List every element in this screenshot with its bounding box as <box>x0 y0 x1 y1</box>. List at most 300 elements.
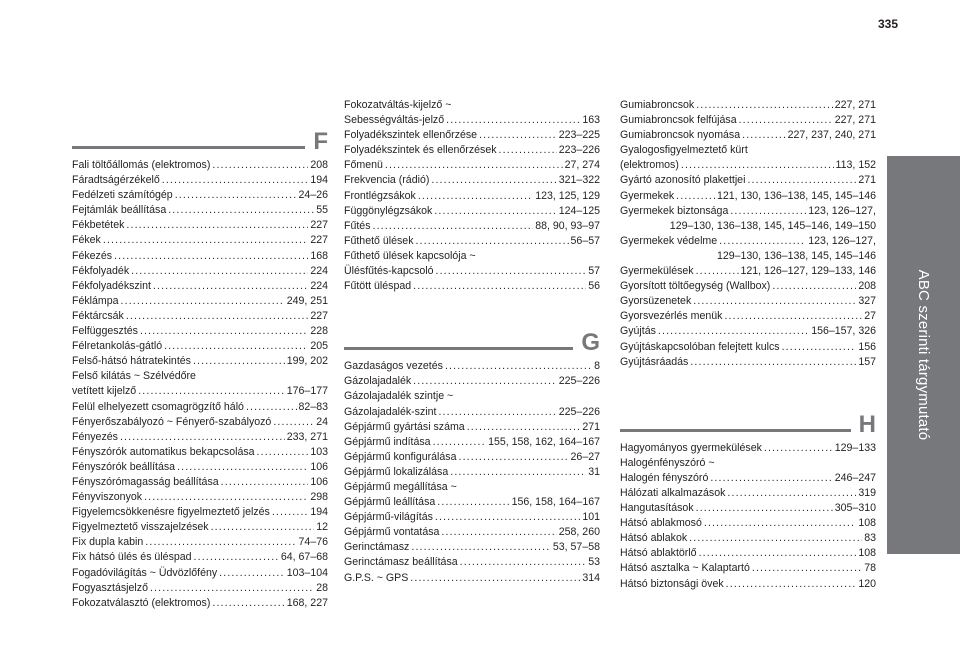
leader-dots <box>772 279 856 294</box>
index-entry-term: Halogén fényszóró <box>620 471 709 484</box>
section-header-h <box>620 409 876 439</box>
index-entry <box>620 561 876 576</box>
index-entry-pages: 121, 126–127, 129–133, 146 <box>740 265 876 278</box>
index-entry <box>620 173 876 188</box>
index-entry <box>344 204 600 219</box>
index-entry-term: Folyadékszintek ellenőrzése <box>344 129 478 142</box>
leader-dots <box>710 471 832 486</box>
index-entry-term: Gépjármű gyártási száma <box>344 420 465 433</box>
index-entry-term: Függönylégzsákok <box>344 204 433 217</box>
index-entry-pages: 56–57 <box>570 234 600 247</box>
index-entry-continuation: 129–130, 136–138, 145, 145–146, 149–150 <box>669 219 876 232</box>
section-header-f <box>72 126 328 156</box>
index-entry-pages: 227 <box>310 234 328 247</box>
section-letter-f: F <box>313 128 328 155</box>
leader-dots <box>126 218 308 233</box>
index-entry <box>344 510 600 525</box>
index-entry-pages: 223–226 <box>558 144 600 157</box>
index-entry-term: Frekvencia (rádió) <box>344 174 430 187</box>
index-entry-pages: 156 <box>858 340 876 353</box>
index-entry-term: Figyelmeztető visszajelzések <box>72 521 209 534</box>
index-entry <box>344 405 600 420</box>
index-entry-term: Fényerőszabályozó ~ Fényerő-szabályozó <box>72 415 272 428</box>
index-entry <box>344 189 600 204</box>
leader-dots <box>164 339 308 354</box>
leader-dots <box>221 475 309 490</box>
leader-dots <box>121 294 285 309</box>
index-entry-pages: 246–247 <box>834 471 876 484</box>
index-entry-pages: 223–225 <box>558 129 600 142</box>
leader-dots <box>467 420 581 435</box>
leader-dots <box>162 173 309 188</box>
index-entry <box>620 486 876 501</box>
index-entry-term: Gépjármű leállítása <box>344 496 436 509</box>
index-entry <box>72 535 328 550</box>
index-entry-term: Figyelemcsökkenésre figyelmeztető jelzés <box>72 506 270 519</box>
index-entry-term: Gerinctámasz <box>344 541 410 554</box>
index-entry-pages: 227, 237, 240, 271 <box>787 129 876 142</box>
leader-dots <box>219 566 285 581</box>
index-entry <box>620 98 876 113</box>
leader-dots <box>114 249 308 264</box>
index-entry <box>620 471 876 486</box>
leader-dots <box>211 520 315 535</box>
index-entry-pages: 271 <box>858 174 876 187</box>
index-entry-term: Féktárcsák <box>72 309 124 322</box>
leader-dots <box>719 234 806 249</box>
index-entry-pages: 101 <box>582 511 600 524</box>
index-entry-pages: 31 <box>588 465 600 478</box>
section-header-g <box>344 327 600 357</box>
index-entry <box>72 400 328 415</box>
index-entry-term: Fix dupla kabin <box>72 536 144 549</box>
leader-dots <box>153 279 308 294</box>
index-entry <box>72 264 328 279</box>
index-entry-term: Fényszórómagasság beállítása <box>72 475 219 488</box>
index-entry <box>72 203 328 218</box>
index-entry <box>72 550 328 565</box>
index-entry <box>620 294 876 309</box>
index-entry-pages: 64, 67–68 <box>280 551 328 564</box>
index-entry <box>344 279 600 294</box>
index-entry-pages: 53 <box>588 556 600 569</box>
index-entry <box>620 158 876 173</box>
index-entry <box>344 540 600 555</box>
index-entry-term: Gépjármű lokalizálása <box>344 465 449 478</box>
index-entry <box>620 355 876 370</box>
index-entry-pages: 224 <box>310 279 328 292</box>
leader-dots <box>726 577 857 592</box>
index-column-1 <box>72 126 328 611</box>
index-entry-term: Fényviszonyok <box>72 491 143 504</box>
index-entry-pages: 157 <box>858 355 876 368</box>
index-entry-pages: 121, 130, 136–138, 145, 145–146 <box>716 189 876 202</box>
index-entry-pages: 55 <box>316 204 328 217</box>
index-entry-pages: 88, 90, 93–97 <box>535 219 600 232</box>
index-entry <box>620 279 876 294</box>
index-entry-pages: 108 <box>858 547 876 560</box>
index-entry-term: Gyorsvezérlés menük <box>620 310 723 323</box>
leader-dots <box>131 264 308 279</box>
leader-dots <box>499 143 557 158</box>
index-entry <box>620 234 876 249</box>
index-entry-term: Gyermekek <box>620 189 675 202</box>
index-entry <box>344 128 600 143</box>
index-entry-term: Félretankolás-gátló <box>72 340 163 353</box>
index-entry-pages: 12 <box>316 521 328 534</box>
index-entry-pages: 227 <box>310 219 328 232</box>
index-entry-term: Gyermekülések <box>620 265 694 278</box>
section-letter-g: G <box>581 329 600 357</box>
index-entry-term: Fényszórók automatikus bekapcsolása <box>72 445 255 458</box>
index-entry-pages: 225–226 <box>558 405 600 418</box>
index-entry-pages: 123, 126–127, <box>808 204 876 217</box>
index-entry-term: Folyadékszintek és ellenőrzések <box>344 144 497 157</box>
index-entry-pages: 208 <box>858 280 876 293</box>
leader-dots <box>696 264 739 279</box>
leader-dots <box>727 486 856 501</box>
index-entry-pages: 82–83 <box>298 400 328 413</box>
index-entry <box>620 128 876 143</box>
leader-dots <box>730 204 806 219</box>
leader-dots <box>120 430 285 445</box>
index-entry-term: Gázolajadalék szintje ~ <box>344 390 454 403</box>
index-entry <box>620 340 876 355</box>
index-entry <box>72 566 328 581</box>
section-divider <box>72 146 305 149</box>
leader-dots <box>212 596 284 611</box>
index-entry-continuation: 129–130, 136–138, 145, 145–146 <box>716 249 876 262</box>
index-entry-term: Hátsó biztonsági övek <box>620 577 724 590</box>
index-entry <box>620 501 876 516</box>
index-entry <box>344 450 600 465</box>
index-entry-term: Gumiabroncsok nyomása <box>620 129 741 142</box>
index-entry-pages: 74–76 <box>298 536 328 549</box>
index-entry-term: Fedélzeti számítógép <box>72 189 173 202</box>
index-entry-term: Hátsó ablaktörlő <box>620 547 697 560</box>
index-entry-pages: 228 <box>310 325 328 338</box>
leader-dots <box>411 540 551 555</box>
index-entry <box>620 516 876 531</box>
index-entry <box>72 339 328 354</box>
leader-dots <box>690 355 856 370</box>
index-entry-pages: 249, 251 <box>286 294 328 307</box>
index-entry-term: Fékfolyadékszint <box>72 279 151 292</box>
index-entry <box>620 189 876 204</box>
index-entry <box>620 531 876 546</box>
index-entry-term: Fékbetétek <box>72 219 125 232</box>
index-entry-pages: 305–310 <box>834 502 876 515</box>
index-entry-term: Gyorsüzenetek <box>620 295 692 308</box>
index-entry-term: Fogadóvilágítás ~ Üdvözlőfény <box>72 566 218 579</box>
index-entry-pages: 124–125 <box>558 204 600 217</box>
index-entry <box>344 374 600 389</box>
index-entry <box>72 173 328 188</box>
index-entry <box>620 264 876 279</box>
index-entry <box>72 505 328 520</box>
leader-dots <box>418 189 533 204</box>
index-column-3 <box>620 98 876 592</box>
index-entry <box>344 435 600 450</box>
index-entry-term: Gyermekek biztonsága <box>620 204 729 217</box>
index-entry <box>344 525 600 540</box>
index-entry <box>344 173 600 188</box>
index-entry-term: Fokozatválasztó (elektromos) <box>72 596 211 609</box>
index-entry-pages: 26–27 <box>570 450 600 463</box>
index-entry-term: Gépjármű vontatása <box>344 526 440 539</box>
leader-dots <box>445 359 592 374</box>
leader-dots <box>446 113 580 128</box>
index-entry <box>72 430 328 445</box>
index-entry-term: Gumiabroncsok <box>620 99 695 111</box>
leader-dots <box>782 340 857 355</box>
leader-dots <box>450 465 586 480</box>
leader-dots <box>441 525 556 540</box>
leader-dots <box>272 505 308 520</box>
leader-dots <box>479 128 557 143</box>
index-entry-term: Hátsó asztalka ~ Kalaptartó <box>620 562 750 575</box>
side-tab-label: ABC szerinti tárgymutató <box>915 269 932 441</box>
index-entry <box>72 354 328 369</box>
index-entry <box>344 495 600 510</box>
leader-dots <box>676 189 715 204</box>
index-entry <box>72 596 328 611</box>
index-entry <box>344 420 600 435</box>
index-entry-term: Gyújtáskapcsolóban felejtett kulcs <box>620 340 780 353</box>
leader-dots <box>704 516 856 531</box>
index-entry-pages: 120 <box>858 577 876 590</box>
index-entry-term: Gépjármű megállítása ~ <box>344 480 457 493</box>
index-entry-term: Fűtés <box>344 219 371 232</box>
index-entry-pages: 168 <box>310 249 328 262</box>
index-entry-term: Fűthető ülések <box>344 234 414 247</box>
index-entry-term: Gyalogosfigyelmeztető kürt <box>620 144 748 157</box>
index-entry <box>72 581 328 596</box>
index-entry <box>72 460 328 475</box>
index-entry-term: Gyorsított töltőegység (Wallbox) <box>620 280 771 293</box>
index-entry <box>72 158 328 173</box>
index-entry-pages: 123, 125, 129 <box>535 189 600 202</box>
index-entry-pages: 298 <box>310 491 328 504</box>
index-entry-term: vetített kijelző <box>72 385 137 398</box>
index-entry-term: Felső kilátás ~ Szélvédőre <box>72 370 196 383</box>
index-entry <box>72 294 328 309</box>
index-entry <box>72 475 328 490</box>
leader-dots <box>175 188 297 203</box>
leader-dots <box>435 510 580 525</box>
index-entry <box>344 264 600 279</box>
index-column-2 <box>344 98 600 586</box>
index-entry-term: Fáradtságérzékelő <box>72 174 160 187</box>
index-entry-pages: 163 <box>582 114 600 127</box>
leader-dots <box>739 113 833 128</box>
leader-dots <box>416 234 569 249</box>
index-entry <box>72 490 328 505</box>
index-entry-pages: 103–104 <box>286 566 328 579</box>
index-entry-term: Gázolajadalék-szint <box>344 405 437 418</box>
leader-dots <box>410 571 580 586</box>
leader-dots <box>681 158 834 173</box>
index-entry-pages: 155, 158, 162, 164–167 <box>488 435 600 448</box>
index-entry-pages: 129–133 <box>834 441 876 454</box>
index-entry-term: Fényezés <box>72 430 118 443</box>
index-entry-term: Hangutasítások <box>620 502 694 515</box>
index-entry-pages: 321–322 <box>558 174 600 187</box>
index-entry-pages: 28 <box>316 581 328 594</box>
index-entry-term: Felső-hátsó hátratekintés <box>72 355 191 368</box>
index-entry <box>72 279 328 294</box>
leader-dots <box>458 450 568 465</box>
leader-dots <box>150 581 314 596</box>
index-entry-term: Fényszórók beállítása <box>72 460 176 473</box>
leader-dots <box>177 460 308 475</box>
index-entry-term: Gyújtásráadás <box>620 355 689 368</box>
leader-dots <box>193 354 285 369</box>
index-entry <box>72 233 328 248</box>
index-entry-term: Ülésfűtés-kapcsoló <box>344 265 434 278</box>
index-entry-term: Fogyasztásjelző <box>72 581 148 594</box>
index-entry <box>620 577 876 592</box>
index-entry <box>344 158 600 173</box>
page-number: 335 <box>877 17 899 31</box>
index-entry-term: Főmenü <box>344 159 383 172</box>
index-entry-term: Fokozatváltás-kijelző ~ <box>344 99 452 111</box>
index-entry-pages: 176–177 <box>286 385 328 398</box>
index-entry <box>72 188 328 203</box>
index-entry-term: (elektromos) <box>620 159 679 172</box>
index-entry-term: Gépjármű-világítás <box>344 511 433 524</box>
index-entry-term: Frontlégzsákok <box>344 189 416 202</box>
leader-dots <box>194 550 279 565</box>
index-entry <box>344 113 600 128</box>
index-entry-term: Hátsó ablakok <box>620 532 688 545</box>
leader-dots <box>212 158 308 173</box>
index-entry <box>620 441 876 456</box>
leader-dots <box>433 435 487 450</box>
index-entry <box>72 218 328 233</box>
index-entry <box>620 546 876 561</box>
index-entry <box>620 113 876 128</box>
index-entry-pages: 233, 271 <box>286 430 328 443</box>
index-entry-pages: 106 <box>310 475 328 488</box>
index-entry-term: Felül elhelyezett csomagrögzítő háló <box>72 400 244 413</box>
index-entry-pages: 123, 126–127, <box>808 234 876 247</box>
index-entry <box>344 234 600 249</box>
index-entry <box>72 415 328 430</box>
index-entry-term: Fékezés <box>72 249 113 262</box>
index-entry-pages: 227 <box>310 309 328 322</box>
index-entry-term: Hagyományos gyermekülések <box>620 441 762 454</box>
leader-dots <box>438 405 556 420</box>
index-entry-pages: 108 <box>858 517 876 530</box>
leader-dots <box>764 441 833 456</box>
index-entry-term: Fali töltőállomás (elektromos) <box>72 159 211 171</box>
index-entry-term: Hátsó ablakmosó <box>620 517 702 530</box>
index-entry <box>620 324 876 339</box>
leader-dots <box>460 555 587 570</box>
index-entry-term: Fűtött üléspad <box>344 280 412 293</box>
leader-dots <box>696 501 833 516</box>
leader-dots <box>658 324 809 339</box>
index-entry-term: Fékek <box>72 234 101 247</box>
index-entry-pages: 227, 271 <box>834 99 876 111</box>
index-entry-pages: 27 <box>864 310 876 323</box>
index-entry <box>72 324 328 339</box>
index-entry-term: Gépjármű indítása <box>344 435 431 448</box>
leader-dots <box>431 173 556 188</box>
index-entry <box>344 359 600 374</box>
index-entry-term: Gumiabroncsok felfújása <box>620 114 737 127</box>
index-entry <box>344 465 600 480</box>
index-entry-term: Fejtámlák beállítása <box>72 204 167 217</box>
index-entry-pages: 53, 57–58 <box>552 541 600 554</box>
index-entry-pages: 168, 227 <box>286 596 328 609</box>
index-entry <box>72 445 328 460</box>
leader-dots <box>752 561 862 576</box>
index-entry-pages: 156–157, 326 <box>811 325 876 338</box>
index-entry-pages: 78 <box>864 562 876 575</box>
index-entry-term: G.P.S. ~ GPS <box>344 571 409 584</box>
index-entry-term: Gépjármű konfigurálása <box>344 450 457 463</box>
index-entry-pages: 224 <box>310 264 328 277</box>
index-entry-pages: 314 <box>582 571 600 584</box>
section-divider <box>344 347 573 350</box>
index-entry-term: Fékfolyadék <box>72 264 130 277</box>
leader-dots <box>103 233 308 248</box>
index-entry-pages: 194 <box>310 174 328 187</box>
leader-dots <box>724 309 862 324</box>
side-tab <box>887 156 960 554</box>
index-entry <box>72 249 328 264</box>
leader-dots <box>273 415 314 430</box>
index-entry-pages: 199, 202 <box>286 355 328 368</box>
index-entry-pages: 24 <box>316 415 328 428</box>
index-entry-term: Fix hátsó ülés és üléspad <box>72 551 192 564</box>
leader-dots <box>434 204 556 219</box>
leader-dots <box>742 128 786 143</box>
index-entry-term: Féklámpa <box>72 294 119 307</box>
index-entry-term: Halogénfényszóró ~ <box>620 456 715 469</box>
leader-dots <box>138 384 285 399</box>
index-entry-term: Gerinctámasz beállítása <box>344 556 458 569</box>
index-entry-pages: 194 <box>310 506 328 519</box>
index-entry-pages: 208 <box>310 159 328 171</box>
leader-dots <box>699 546 857 561</box>
index-entry-pages: 205 <box>310 340 328 353</box>
index-entry-term: Fűthető ülések kapcsolója ~ <box>344 249 476 262</box>
index-entry-term: Hálózati alkalmazások <box>620 486 726 499</box>
index-entry-term: Sebességváltás-jelző <box>344 114 445 127</box>
leader-dots <box>696 98 833 113</box>
index-entry-term: Gazdaságos vezetés <box>344 360 443 373</box>
index-entry-pages: 56 <box>588 280 600 293</box>
index-entry-pages: 8 <box>594 360 600 373</box>
index-entry-pages: 83 <box>864 532 876 545</box>
section-divider <box>620 429 851 432</box>
index-entry-pages: 156, 158, 164–167 <box>511 496 600 509</box>
index-entry-pages: 327 <box>858 295 876 308</box>
index-entry-term: Felfüggesztés <box>72 325 138 338</box>
index-entry-pages: 103 <box>310 445 328 458</box>
index-entry <box>344 143 600 158</box>
section-letter-h: H <box>858 410 876 438</box>
index-entry <box>72 309 328 324</box>
leader-dots <box>747 173 856 188</box>
index-entry-pages: 113, 152 <box>835 159 876 172</box>
leader-dots <box>246 400 297 415</box>
index-entry-term: Gyújtás <box>620 325 656 338</box>
index-entry <box>620 309 876 324</box>
